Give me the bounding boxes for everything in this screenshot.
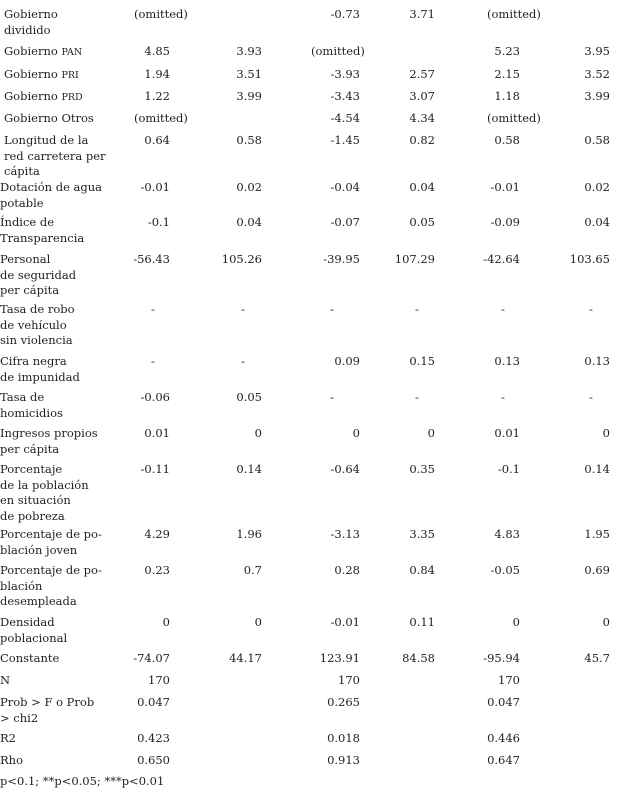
table-cell: 0.047 xyxy=(137,695,170,709)
row-label-line: Constante xyxy=(0,651,60,665)
table-cell: 0.13 xyxy=(584,354,610,368)
table-cell: -0.11 xyxy=(140,462,170,476)
table-cell: 4.83 xyxy=(494,527,520,541)
table-cell: 0.58 xyxy=(236,133,262,147)
table-cell: 3.51 xyxy=(236,67,262,81)
table-cell: -95.94 xyxy=(483,651,520,665)
row-label xyxy=(0,426,98,457)
table-cell: - xyxy=(589,302,593,316)
table-cell: - xyxy=(151,354,155,368)
table-cell: 0 xyxy=(254,426,262,440)
table-cell: -56.43 xyxy=(133,252,170,266)
row-label xyxy=(4,89,83,106)
row-label-line: Cifra negra xyxy=(0,354,67,368)
table-cell: 0.64 xyxy=(144,133,170,147)
table-cell: 0.423 xyxy=(137,731,170,745)
row-label xyxy=(0,651,59,667)
table-cell: 0.647 xyxy=(487,753,520,767)
table-cell: 0.84 xyxy=(409,563,435,577)
row-label xyxy=(4,133,106,180)
table-cell: -0.07 xyxy=(330,215,360,229)
table-cell: -39.95 xyxy=(323,252,360,266)
table-cell: - xyxy=(501,302,505,316)
table-cell: 4.29 xyxy=(144,527,170,541)
row-label-line: Porcentaje de po- xyxy=(0,563,102,577)
row-label xyxy=(0,354,80,385)
table-cell: 0.13 xyxy=(494,354,520,368)
row-label xyxy=(0,462,89,524)
row-label-line: sin violencia xyxy=(0,333,73,347)
table-cell: 4.85 xyxy=(144,44,170,58)
table-cell: 5.23 xyxy=(494,44,520,58)
table-cell: 0.04 xyxy=(584,215,610,229)
row-label-line: de impunidad xyxy=(0,369,80,384)
row-label xyxy=(0,390,63,421)
row-label xyxy=(0,563,102,610)
table-cell: 3.35 xyxy=(409,527,435,541)
table-cell: (omitted) xyxy=(487,111,541,125)
table-cell: 170 xyxy=(498,673,520,687)
row-label-line: Prob > F o Prob xyxy=(0,695,95,709)
row-label xyxy=(0,252,76,299)
table-cell: 44.17 xyxy=(229,651,262,665)
row-label-line: R2 xyxy=(0,731,16,745)
table-cell: 0.04 xyxy=(409,180,435,194)
table-cell: -74.07 xyxy=(133,651,170,665)
row-label-line: en situación xyxy=(0,493,71,507)
table-cell: 1.18 xyxy=(494,89,520,103)
row-label xyxy=(0,615,67,646)
table-cell: 3.99 xyxy=(584,89,610,103)
table-cell: 103.65 xyxy=(569,252,610,266)
table-cell: 0 xyxy=(254,615,262,629)
table-cell: -3.13 xyxy=(330,527,360,541)
table-cell: (omitted) xyxy=(134,7,188,21)
table-cell: - xyxy=(330,302,334,316)
row-label-line: Gobierno Otros xyxy=(4,111,94,125)
table-cell: 3.07 xyxy=(409,89,435,103)
row-label-line: Densidad xyxy=(0,615,55,629)
row-label xyxy=(4,67,79,84)
row-label-line: de la población xyxy=(0,477,89,492)
table-cell: 2.15 xyxy=(494,67,520,81)
table-cell: -3.43 xyxy=(330,89,360,103)
table-cell: - xyxy=(415,302,419,316)
table-cell: 0.446 xyxy=(487,731,520,745)
table-cell: 0.58 xyxy=(584,133,610,147)
row-label xyxy=(0,527,102,558)
table-cell: -0.64 xyxy=(330,462,360,476)
row-label-line: Gobierno xyxy=(4,7,58,21)
row-label xyxy=(0,302,75,349)
table-cell: 0.7 xyxy=(243,563,262,577)
table-cell: 0.69 xyxy=(584,563,610,577)
table-cell: - xyxy=(589,390,593,404)
row-label-line: Gobierno PAN xyxy=(4,44,83,58)
table-cell: -0.09 xyxy=(490,215,520,229)
row-label-line: Tasa de robo xyxy=(0,302,75,316)
row-label-line: > chi2 xyxy=(0,710,39,725)
row-label-line: homicidios xyxy=(0,405,63,420)
table-cell: 0 xyxy=(602,426,610,440)
row-label xyxy=(4,111,94,127)
table-cell: 0.14 xyxy=(236,462,262,476)
table-cell: (omitted) xyxy=(134,111,188,125)
table-cell: 0.23 xyxy=(144,563,170,577)
table-cell: 0.58 xyxy=(494,133,520,147)
significance-footnote: p<0.1; **p<0.05; ***p<0.01 xyxy=(0,774,165,788)
table-cell: - xyxy=(241,302,245,316)
table-cell: 4.34 xyxy=(409,111,435,125)
row-label xyxy=(0,215,84,246)
table-cell: 3.95 xyxy=(584,44,610,58)
table-cell: 0.04 xyxy=(236,215,262,229)
table-cell: -0.01 xyxy=(490,180,520,194)
table-cell: 0.09 xyxy=(334,354,360,368)
table-cell: 0 xyxy=(512,615,520,629)
table-cell: 105.26 xyxy=(221,252,262,266)
row-label-line: Transparencia xyxy=(0,230,85,245)
row-label xyxy=(0,180,102,211)
table-cell: 1.94 xyxy=(144,67,170,81)
row-label-line: Tasa de xyxy=(0,390,45,404)
row-label-line: cápita xyxy=(4,164,40,178)
row-label-line: de vehículo xyxy=(0,317,67,332)
row-label-line: per cápita xyxy=(0,283,60,297)
table-cell: 1.95 xyxy=(584,527,610,541)
table-cell: 0.05 xyxy=(236,390,262,404)
table-cell: 0.913 xyxy=(327,753,360,767)
table-cell: 0.02 xyxy=(236,180,262,194)
table-cell: 0.14 xyxy=(584,462,610,476)
table-cell: -0.04 xyxy=(330,180,360,194)
row-label xyxy=(0,753,23,769)
table-cell: 1.22 xyxy=(144,89,170,103)
table-cell: - xyxy=(151,302,155,316)
table-cell: 0.650 xyxy=(137,753,170,767)
table-cell: -0.06 xyxy=(140,390,170,404)
row-label xyxy=(0,673,10,689)
table-cell: -0.01 xyxy=(330,615,360,629)
table-cell: (omitted) xyxy=(311,44,365,58)
table-cell: 0 xyxy=(427,426,435,440)
table-cell: 0.265 xyxy=(327,695,360,709)
table-cell: 3.52 xyxy=(584,67,610,81)
table-cell: 0.01 xyxy=(494,426,520,440)
table-cell: 0 xyxy=(602,615,610,629)
row-label-line: Índice de xyxy=(0,215,55,229)
table-cell: 0.11 xyxy=(409,615,435,629)
row-label xyxy=(0,695,94,726)
row-label-line: Personal xyxy=(0,252,51,266)
table-cell: 170 xyxy=(148,673,170,687)
row-label-line: dividido xyxy=(4,22,51,37)
row-label-line: potable xyxy=(0,195,44,210)
table-cell: -0.1 xyxy=(497,462,520,476)
table-cell: -42.64 xyxy=(483,252,520,266)
row-label-line: Gobierno PRI xyxy=(4,67,79,81)
table-cell: 0.05 xyxy=(409,215,435,229)
row-label-line: de seguridad xyxy=(0,267,77,282)
table-cell: 0.047 xyxy=(487,695,520,709)
table-cell: 170 xyxy=(338,673,360,687)
table-cell: 0.35 xyxy=(409,462,435,476)
table-cell: -0.01 xyxy=(140,180,170,194)
table-cell: 1.96 xyxy=(236,527,262,541)
table-cell: - xyxy=(415,390,419,404)
row-label-line: per cápita xyxy=(0,441,60,456)
table-cell: -0.73 xyxy=(330,7,360,21)
row-label-line: N xyxy=(0,673,11,687)
row-label-line: Dotación de agua xyxy=(0,180,103,194)
table-cell: 0.28 xyxy=(334,563,360,577)
table-cell: -3.93 xyxy=(330,67,360,81)
table-cell: 0 xyxy=(162,615,170,629)
table-cell: -0.05 xyxy=(490,563,520,577)
row-label xyxy=(4,44,82,61)
table-cell: 0.018 xyxy=(327,731,360,745)
row-label-line: Porcentaje de po- xyxy=(0,527,102,541)
table-cell: 123.91 xyxy=(319,651,360,665)
row-label-line: blación joven xyxy=(0,542,78,557)
table-cell: - xyxy=(330,390,334,404)
table-cell: (omitted) xyxy=(487,7,541,21)
table-cell: 3.71 xyxy=(409,7,435,21)
table-cell: 0.01 xyxy=(144,426,170,440)
row-label xyxy=(0,731,16,747)
table-cell: - xyxy=(241,354,245,368)
table-cell: 0.82 xyxy=(409,133,435,147)
table-cell: 3.93 xyxy=(236,44,262,58)
table-cell: -0.1 xyxy=(147,215,170,229)
row-label-line: de pobreza xyxy=(0,508,65,523)
table-cell: 0 xyxy=(352,426,360,440)
row-label-line: Porcentaje xyxy=(0,462,63,476)
row-label-line: Rho xyxy=(0,753,23,767)
table-cell: 84.58 xyxy=(402,651,435,665)
table-cell: 0.15 xyxy=(409,354,435,368)
table-cell: - xyxy=(501,390,505,404)
row-label-line: Gobierno PRD xyxy=(4,89,83,103)
row-label-line: red carretera per xyxy=(4,148,106,163)
row-label-line: poblacional xyxy=(0,630,68,645)
row-label-line: Ingresos propios xyxy=(0,426,98,440)
table-cell: 3.99 xyxy=(236,89,262,103)
table-cell: -1.45 xyxy=(330,133,360,147)
table-cell: -4.54 xyxy=(330,111,360,125)
table-cell: 0.02 xyxy=(584,180,610,194)
table-cell: 2.57 xyxy=(409,67,435,81)
row-label-line: blación xyxy=(0,578,43,593)
table-cell: 45.7 xyxy=(584,651,610,665)
table-cell: 107.29 xyxy=(394,252,435,266)
row-label xyxy=(4,7,58,38)
row-label-line: desempleada xyxy=(0,594,77,608)
row-label-line: Longitud de la xyxy=(4,133,89,147)
